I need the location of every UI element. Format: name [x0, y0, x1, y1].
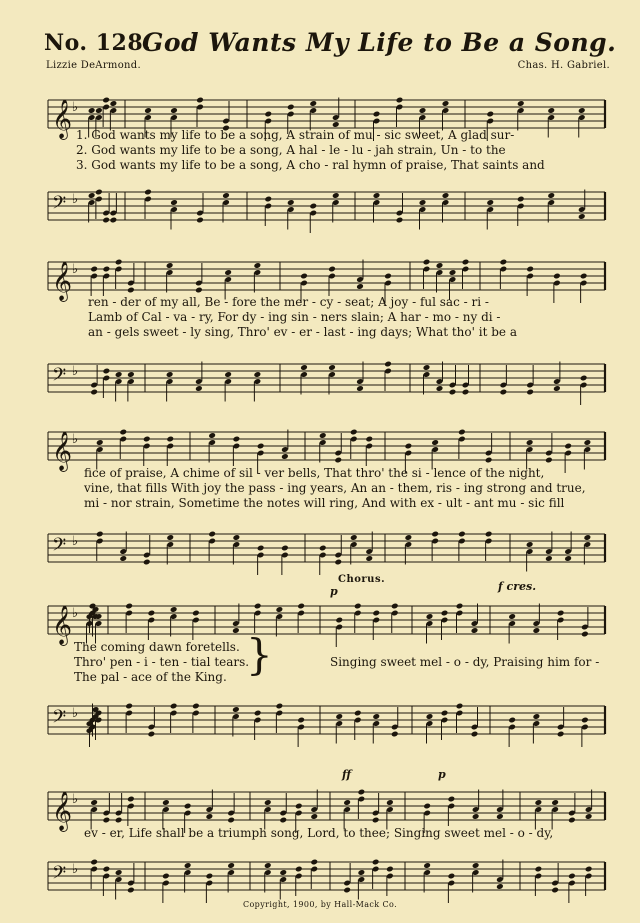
note-head [334, 559, 342, 566]
note-head [184, 803, 192, 810]
note-head [295, 803, 303, 810]
note-head [310, 813, 318, 820]
note-head [448, 873, 456, 880]
copyright-notice: Copyright, 1900, by Hall-Mack Co. [242, 900, 398, 909]
note-head [557, 610, 565, 617]
note-head [328, 364, 336, 371]
lyric-verse-1: fice of praise, A chime of sil - ver bells, That thro' the si - lence of the night, [84, 466, 545, 480]
note-head [343, 799, 351, 806]
note-head [441, 610, 449, 617]
note-head [332, 121, 340, 128]
note-head [297, 717, 305, 724]
note-head [227, 862, 235, 869]
note-head [115, 869, 123, 876]
note-head [442, 100, 450, 107]
note-head [578, 213, 586, 220]
flat-sign: ♭ [72, 706, 79, 721]
note-head [373, 111, 381, 118]
lyric-verse-1: ren - der of my all, Be - fore the mer - cy - seat; A joy - ful sac - ri - [88, 295, 489, 309]
note-head [143, 436, 151, 443]
note-head [300, 364, 308, 371]
note-head [547, 107, 555, 114]
lyric-verse-2: Lamb of Cal - va - ry, For dy - ing sin - ners slain; A har - mo - ny di - [88, 310, 501, 324]
note-head [170, 703, 178, 710]
note-head [431, 531, 439, 538]
note-head [110, 100, 118, 107]
note-head [485, 531, 493, 538]
note-head [580, 273, 588, 280]
bass-clef: 𝄢 [52, 535, 67, 560]
note-head [279, 817, 287, 824]
note-head [254, 371, 262, 378]
note-head [419, 199, 427, 206]
note-head [456, 703, 464, 710]
note-head [232, 706, 240, 713]
note-head [426, 613, 434, 620]
note-head [436, 385, 444, 392]
flat-sign: ♭ [72, 432, 79, 447]
bass-clef: 𝄢 [52, 863, 67, 888]
note-head [335, 713, 343, 720]
note-head [254, 262, 262, 269]
flat-sign: ♭ [72, 100, 79, 115]
note-head [184, 862, 192, 869]
note-head [233, 436, 241, 443]
note-head [192, 610, 200, 617]
note-head [449, 269, 457, 276]
note-head [332, 192, 340, 199]
note-head [170, 107, 178, 114]
note-head [119, 555, 127, 562]
note-head [90, 266, 98, 273]
note-head [319, 432, 327, 439]
bass-staff-1 [0, 178, 640, 238]
note-head [354, 710, 362, 717]
note-head [119, 429, 127, 436]
note-head [485, 457, 493, 464]
note-head [232, 627, 240, 634]
note-head [405, 443, 413, 450]
composer-credit: Chas. H. Gabriel. [517, 60, 610, 71]
bass-clef: 𝄢 [52, 193, 67, 218]
note-head [125, 603, 133, 610]
note-head [103, 266, 111, 273]
note-head [458, 531, 466, 538]
note-head [90, 859, 98, 866]
treble-clef: 𝄞 [52, 605, 73, 645]
lyric-chorus-line: Singing sweet mel - o - dy, Praising him for - [330, 655, 600, 669]
note-head [535, 799, 543, 806]
note-head [166, 436, 174, 443]
note-head [350, 534, 358, 541]
note-head [423, 364, 431, 371]
treble-clef: 𝄞 [52, 99, 73, 139]
note-head [170, 199, 178, 206]
flat-sign: ♭ [72, 364, 79, 379]
note-head [264, 196, 272, 203]
note-head [233, 534, 241, 541]
note-head [90, 389, 98, 396]
note-head [405, 534, 413, 541]
note-head [103, 368, 111, 375]
note-head [279, 869, 287, 876]
note-head [170, 606, 178, 613]
note-head [391, 603, 399, 610]
note-head [535, 866, 543, 873]
note-head [365, 436, 373, 443]
note-head [384, 361, 392, 368]
hymn-title: God Wants My Life to Be a Song. [142, 28, 617, 57]
dynamic-piano: p [330, 585, 338, 598]
flat-sign: ♭ [72, 192, 79, 207]
note-head [254, 603, 262, 610]
note-head [580, 375, 588, 382]
note-head [297, 603, 305, 610]
treble-clef: 𝄞 [52, 431, 73, 471]
note-head [192, 703, 200, 710]
lyric-verse-3: 3. God wants my life to be a song, A cho - ral hymn of praise, That saints and [76, 158, 545, 172]
note-head [102, 97, 110, 104]
dynamic-piano-2: p [438, 768, 446, 781]
note-head [533, 713, 541, 720]
note-head [372, 713, 380, 720]
lyricist-credit: Lizzie DeArmond. [46, 60, 141, 71]
note-head [103, 817, 111, 824]
note-head [208, 432, 216, 439]
note-head [264, 799, 272, 806]
note-head [442, 192, 450, 199]
note-head [500, 389, 508, 396]
note-head [144, 107, 152, 114]
note-head [309, 100, 317, 107]
note-head [384, 273, 392, 280]
note-head [426, 713, 434, 720]
note-head [264, 862, 272, 869]
hymn-number: No. 128. [44, 30, 152, 56]
note-head [496, 813, 504, 820]
note-head [222, 192, 230, 199]
verse-brace: } [246, 630, 273, 679]
note-head [423, 862, 431, 869]
note-head [372, 859, 380, 866]
bass-clef: 𝄢 [52, 365, 67, 390]
note-head [208, 531, 216, 538]
note-head [568, 873, 576, 880]
note-head [431, 439, 439, 446]
note-head [276, 606, 284, 613]
note-head [365, 555, 373, 562]
note-head [545, 457, 553, 464]
note-head [196, 97, 204, 104]
lyric-verse-2: 2. God wants my life to be a song, A hal - le - lu - jah strain, Un - to the [76, 143, 506, 157]
note-head [471, 731, 479, 738]
note-head [276, 703, 284, 710]
note-head [551, 887, 559, 894]
dynamic-forte-crescendo: f cres. [498, 580, 537, 593]
note-head [500, 259, 508, 266]
note-head [166, 371, 174, 378]
note-head [372, 610, 380, 617]
note-head [372, 817, 380, 824]
note-head [508, 613, 516, 620]
note-head [526, 389, 534, 396]
note-head [287, 104, 295, 111]
note-head [300, 273, 308, 280]
note-head [581, 717, 589, 724]
note-head [335, 617, 343, 624]
note-head [441, 710, 449, 717]
note-head [472, 862, 480, 869]
note-head [319, 545, 327, 552]
note-head [585, 813, 593, 820]
note-head [456, 603, 464, 610]
note-head [206, 873, 214, 880]
note-head [526, 266, 534, 273]
note-head [545, 555, 553, 562]
note-head [533, 627, 541, 634]
lyric-verse-2-end: Thro' pen - i - ten - tial tears. [74, 655, 250, 669]
note-head [471, 627, 479, 634]
note-head [462, 389, 470, 396]
note-head [166, 534, 174, 541]
note-head [110, 217, 118, 224]
note-head [449, 389, 457, 396]
note-head [373, 192, 381, 199]
note-head [281, 545, 289, 552]
note-head [391, 731, 399, 738]
bass-staff-3 [0, 520, 640, 580]
flat-sign: ♭ [72, 534, 79, 549]
note-head [257, 443, 265, 450]
note-head [526, 439, 534, 446]
flat-sign: ♭ [72, 792, 79, 807]
flat-sign: ♭ [72, 262, 79, 277]
note-head [127, 887, 135, 894]
lyric-verse-3: an - gels sweet - ly sing, Thro' ev - er - last - ing days; What tho' it be a [88, 325, 517, 339]
note-head [472, 813, 480, 820]
treble-clef: 𝄞 [52, 791, 73, 831]
chorus-label: Chorus. [338, 574, 386, 585]
note-head [125, 703, 133, 710]
lyric-final-line: ev - er, Life shall be a triumph song, Lord, to thee; Singing sweet mel - o - dy, [84, 826, 554, 840]
note-head [462, 259, 470, 266]
bass-staff-5 [0, 848, 640, 908]
note-head [264, 111, 272, 118]
note-head [396, 217, 404, 224]
note-head [257, 545, 265, 552]
note-head [358, 789, 366, 796]
note-head [584, 534, 592, 541]
note-head [564, 555, 572, 562]
note-head [458, 429, 466, 436]
note-head [281, 453, 289, 460]
note-head [115, 817, 123, 824]
note-head [517, 196, 525, 203]
note-head [309, 203, 317, 210]
note-head [334, 457, 342, 464]
lyric-verse-1-end: The coming dawn foretells. [74, 640, 240, 654]
note-head [354, 603, 362, 610]
dynamic-fortissimo: ff [342, 768, 352, 781]
note-head [310, 859, 318, 866]
note-head [568, 817, 576, 824]
note-head [90, 799, 98, 806]
note-head [148, 731, 156, 738]
note-head [127, 796, 135, 803]
note-head [526, 541, 534, 548]
bass-clef: 𝄢 [52, 707, 67, 732]
note-head [224, 371, 232, 378]
note-head [295, 866, 303, 873]
note-head [166, 262, 174, 269]
note-head [115, 259, 123, 266]
note-head [553, 385, 561, 392]
note-head [564, 443, 572, 450]
note-head [287, 199, 295, 206]
note-head [356, 385, 364, 392]
note-head [162, 873, 170, 880]
note-head [486, 199, 494, 206]
note-head [96, 531, 104, 538]
note-head [95, 189, 103, 196]
note-head [196, 217, 204, 224]
lyric-verse-1: 1. God wants my life to be a song, A strain of mu - sic sweet, A glad sur- [76, 128, 515, 142]
note-head [584, 439, 592, 446]
note-head [95, 107, 103, 114]
note-head [195, 287, 203, 294]
note-head [585, 866, 593, 873]
note-head [581, 631, 589, 638]
note-head [356, 283, 364, 290]
note-head [496, 883, 504, 890]
lyric-verse-3: mi - nor strain, Sometime the notes will ring, And with ex - ult - ant mu - sic fill [84, 496, 565, 510]
note-head [508, 717, 516, 724]
note-head [486, 111, 494, 118]
note-head [227, 817, 235, 824]
note-head [162, 799, 170, 806]
note-head [143, 559, 151, 566]
treble-clef: 𝄞 [52, 261, 73, 301]
note-head [96, 439, 104, 446]
note-head [144, 189, 152, 196]
note-head [419, 107, 427, 114]
note-head [115, 371, 123, 378]
note-head [423, 259, 431, 266]
note-head [553, 273, 561, 280]
bass-staff-4 [0, 692, 640, 752]
note-head [254, 710, 262, 717]
flat-sign: ♭ [72, 862, 79, 877]
note-head [578, 107, 586, 114]
note-head [547, 192, 555, 199]
note-head [328, 266, 336, 273]
note-head [557, 731, 565, 738]
lyric-verse-2: vine, that fills With joy the pass - ing years, An an - them, ris - ing strong and true, [84, 481, 586, 495]
note-head [517, 100, 525, 107]
note-head [350, 429, 358, 436]
note-head [127, 371, 135, 378]
note-head [386, 799, 394, 806]
note-head [88, 192, 96, 199]
note-head [423, 803, 431, 810]
note-head [224, 269, 232, 276]
note-head [206, 813, 214, 820]
note-head [386, 866, 394, 873]
note-head [448, 796, 456, 803]
note-head [102, 217, 110, 224]
note-head [396, 97, 404, 104]
note-head [127, 287, 135, 294]
note-head [88, 107, 96, 114]
note-head [343, 887, 351, 894]
note-head [195, 385, 203, 392]
note-head [551, 799, 559, 806]
bass-staff-2 [0, 350, 640, 410]
flat-sign: ♭ [72, 606, 79, 621]
note-head [103, 866, 111, 873]
lyric-verse-3-end: The pal - ace of the King. [74, 670, 227, 684]
note-head [148, 610, 156, 617]
note-head [358, 869, 366, 876]
note-head [436, 262, 444, 269]
